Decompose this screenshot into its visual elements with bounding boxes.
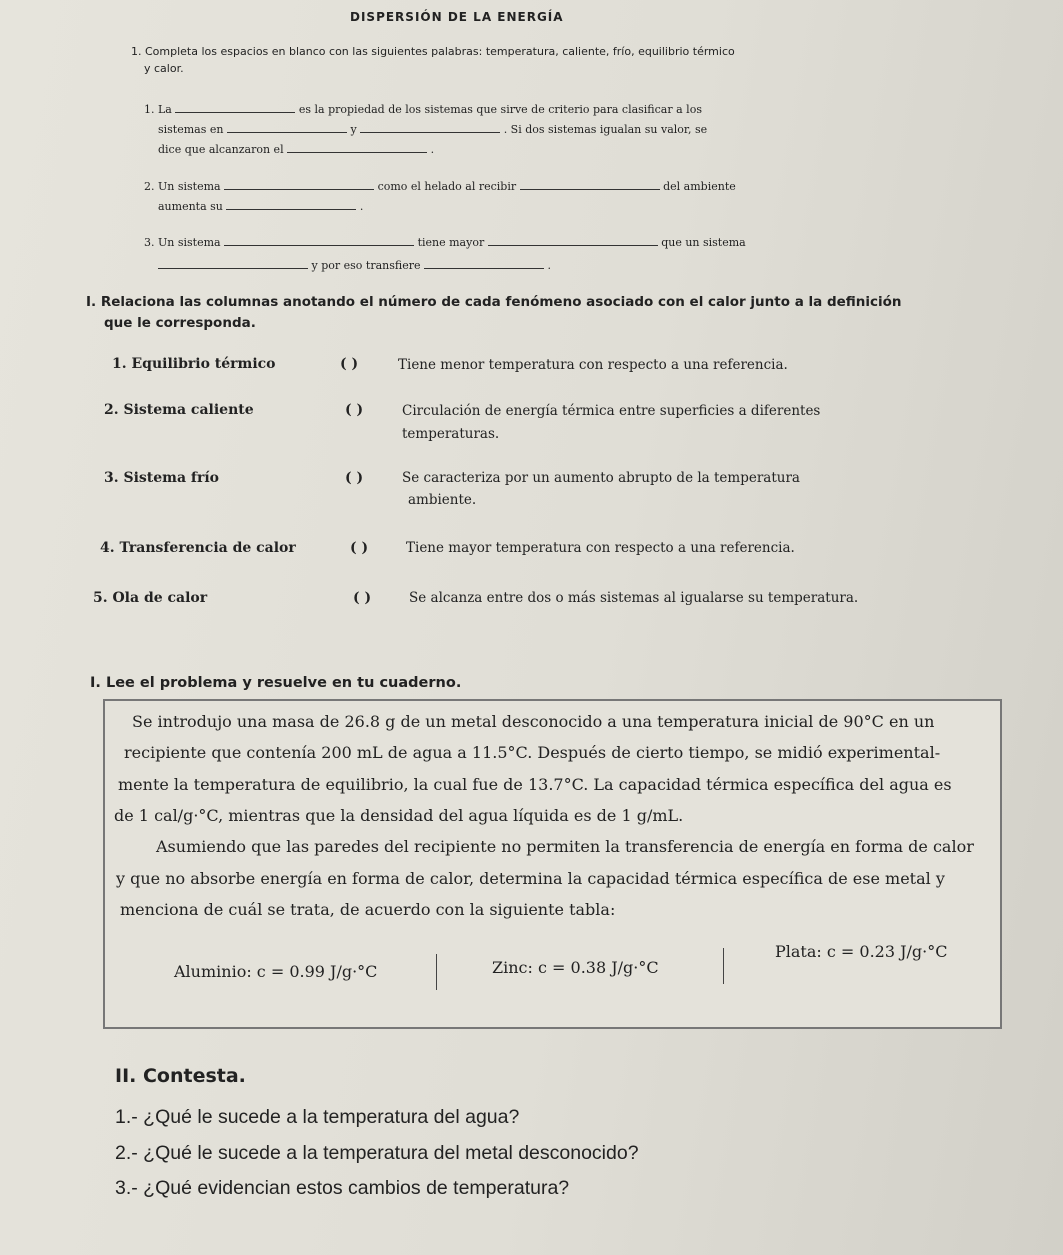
answer-paren-2[interactable]: ( ) <box>345 402 364 418</box>
blank-9[interactable] <box>488 233 658 246</box>
definition-3-cont: ambiente. <box>408 492 477 508</box>
table-divider <box>436 954 437 990</box>
problem-line-7: menciona de cuál se trata, de acuerdo con la siguiente tabla: <box>120 900 616 919</box>
item1-line2: sistemas en y . Si dos sistemas igualan su valor, se <box>158 120 707 136</box>
problem-line-2: recipiente que contenía 200 mL de agua a 11.5°C. Después de cierto tiempo, se midió experimental- <box>124 743 941 762</box>
answer-paren-5[interactable]: ( ) <box>353 590 372 606</box>
definition-3: Se caracteriza por un aumento abrupto de la temperatura <box>402 470 800 486</box>
answer-paren-1[interactable]: ( ) <box>340 356 359 372</box>
page-title: DISPERSIÓN DE LA ENERGÍA <box>350 10 564 24</box>
definition-2-cont: temperaturas. <box>402 426 500 442</box>
term-2: 2. Sistema caliente <box>104 402 254 418</box>
blank-8[interactable] <box>224 233 414 246</box>
term-1: 1. Equilibrio térmico <box>112 356 276 372</box>
term-3: 3. Sistema frío <box>104 470 219 486</box>
part1-instruction: 1. Completa los espacios en blanco con las siguientes palabras: temperatura, caliente, frío, equilibrio térmico <box>131 45 735 58</box>
table-cell-plata: Plata: c = 0.23 J/g·°C <box>775 942 948 961</box>
definition-2: Circulación de energía térmica entre superficies a diferentes <box>402 403 821 419</box>
item2-line2: aumenta su . <box>158 197 363 213</box>
definition-5: Se alcanza entre dos o más sistemas al igualarse su temperatura. <box>409 590 859 606</box>
blank-7[interactable] <box>226 197 356 210</box>
problem-line-5: Asumiendo que las paredes del recipiente no permiten la transferencia de energía en forma de calor <box>156 837 974 856</box>
blank-3[interactable] <box>360 120 500 133</box>
definition-4: Tiene mayor temperatura con respecto a una referencia. <box>406 540 795 556</box>
question-2: 2.- ¿Qué le sucede a la temperatura del metal desconocido? <box>115 1142 639 1164</box>
table-cell-aluminio: Aluminio: c = 0.99 J/g·°C <box>174 962 378 981</box>
question-3: 3.- ¿Qué evidencian estos cambios de temperatura? <box>115 1177 570 1199</box>
part1-instruction-cont: y calor. <box>144 62 184 75</box>
item1-line1: 1. La es la propiedad de los sistemas que sirve de criterio para clasificar a los <box>144 100 702 116</box>
part4-heading: II. Contesta. <box>115 1065 246 1087</box>
blank-4[interactable] <box>287 140 427 153</box>
blank-10[interactable] <box>158 256 308 269</box>
table-divider <box>723 948 724 984</box>
problem-line-3: mente la temperatura de equilibrio, la cual fue de 13.7°C. La capacidad térmica específica del agua es <box>118 775 952 794</box>
item3-line1: 3. Un sistema tiene mayor que un sistema <box>144 233 746 249</box>
item3-line2: y por eso transfiere . <box>158 256 551 272</box>
part3-heading: I. Lee el problema y resuelve en tu cuaderno. <box>90 675 462 691</box>
part2-instruction: I. Relaciona las columnas anotando el número de cada fenómeno asociado con el calor junto a la definición <box>86 294 902 310</box>
answer-paren-3[interactable]: ( ) <box>345 470 364 486</box>
definition-1: Tiene menor temperatura con respecto a una referencia. <box>398 357 788 373</box>
blank-1[interactable] <box>175 100 295 113</box>
question-1: 1.- ¿Qué le sucede a la temperatura del agua? <box>115 1106 520 1128</box>
blank-6[interactable] <box>520 177 660 190</box>
term-5: 5. Ola de calor <box>93 590 208 606</box>
blank-11[interactable] <box>424 256 544 269</box>
blank-2[interactable] <box>227 120 347 133</box>
table-cell-zinc: Zinc: c = 0.38 J/g·°C <box>492 958 659 977</box>
item1-line3: dice que alcanzaron el . <box>158 140 434 156</box>
problem-line-4: de 1 cal/g·°C, mientras que la densidad del agua líquida es de 1 g/mL. <box>114 806 684 825</box>
blank-5[interactable] <box>224 177 374 190</box>
problem-line-6: y que no absorbe energía en forma de calor, determina la capacidad térmica específica de ese metal y <box>116 869 945 888</box>
term-4: 4. Transferencia de calor <box>100 540 296 556</box>
answer-paren-4[interactable]: ( ) <box>350 540 369 556</box>
part2-instruction-cont: que le corresponda. <box>104 315 256 331</box>
item2-line1: 2. Un sistema como el helado al recibir del ambiente <box>144 177 736 193</box>
problem-line-1: Se introdujo una masa de 26.8 g de un metal desconocido a una temperatura inicial de 90°C en un <box>132 712 935 731</box>
